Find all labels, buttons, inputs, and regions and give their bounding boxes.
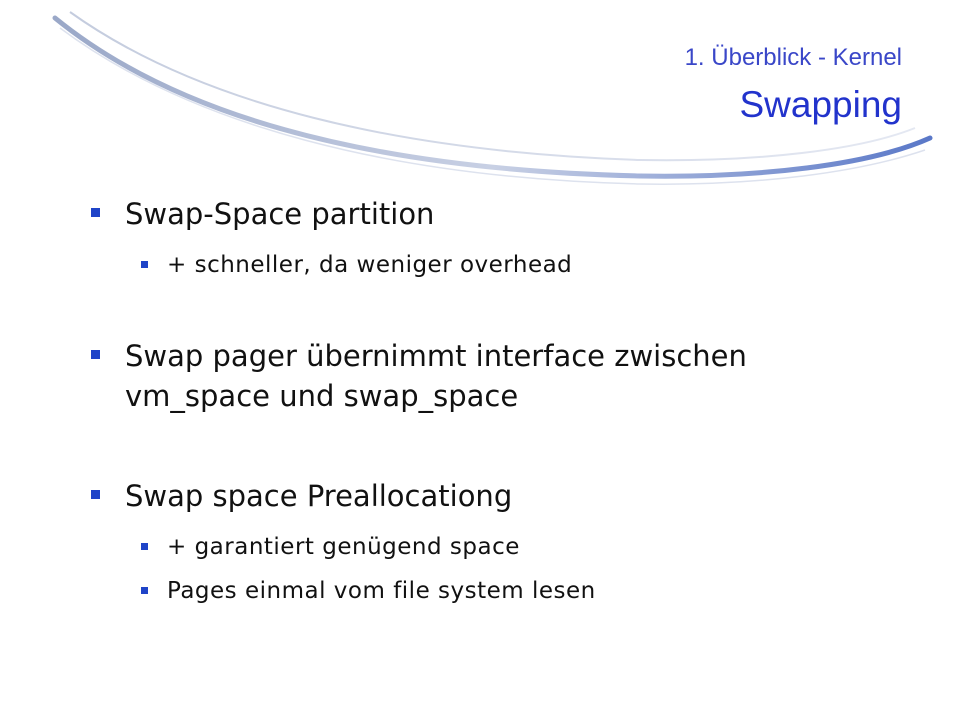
- bullet-text-line1: Swap pager übernimmt interface zwischen: [125, 339, 747, 373]
- bullet-swap-space-preallocation: [91, 476, 891, 516]
- subbullet-schneller: [141, 248, 901, 282]
- slide-header: [685, 38, 902, 132]
- bullet-text: + garantiert genügend space: [167, 534, 520, 560]
- bullet-square-icon: [91, 350, 100, 359]
- slide-subtitle: 1. Überblick - Kernel: [684, 44, 902, 71]
- bullet-text: [125, 336, 747, 416]
- bullet-text: Swap-Space partition: [125, 197, 435, 231]
- slide-title: Swapping: [739, 84, 902, 125]
- bullet-swap-space-partition: [91, 194, 891, 234]
- bullet-square-icon: [141, 587, 148, 594]
- bullet-text: Pages einmal vom file system lesen: [167, 578, 596, 604]
- bullet-swap-pager: [91, 336, 891, 416]
- bullet-square-icon: [141, 543, 148, 550]
- bullet-square-icon: [91, 208, 100, 217]
- bullet-text-line2: vm_space und swap_space: [125, 379, 519, 413]
- bullet-text: Swap space Preallocationg: [125, 479, 513, 513]
- subbullet-pages-lesen: [141, 574, 901, 608]
- bullet-square-icon: [91, 490, 100, 499]
- subbullet-garantiert: [141, 530, 901, 564]
- bullet-square-icon: [141, 261, 148, 268]
- bullet-text: + schneller, da weniger overhead: [167, 252, 573, 278]
